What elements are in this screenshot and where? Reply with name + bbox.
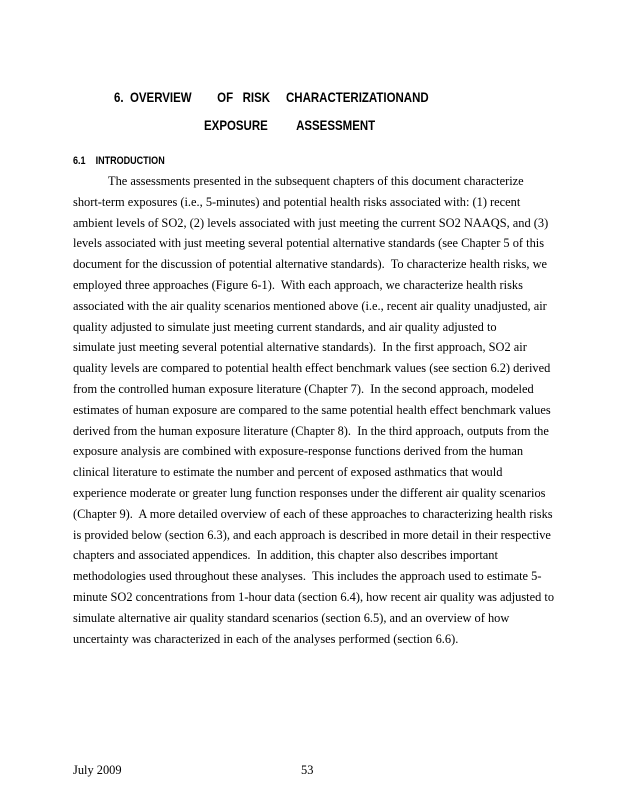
footer-page-number: 53 [301,763,314,777]
paragraph-line: clinical literature to estimate the number and percent of exposed asthmatics that would [73,465,503,480]
paragraph-line: uncertainty was characterized in each of the analyses performed (section 6.6). [73,631,459,646]
paragraph-line: exposure analysis are combined with exposure-response functions derived from the human [73,444,524,459]
paragraph-line: simulate alternative air quality standard scenarios (section 6.5), and an overview of how [73,610,510,625]
paragraph-line: The assessments presented in the subsequent chapters of this document characterize [108,174,524,188]
paragraph-line: ambient levels of SO2, (2) levels associated with just meeting the current SO2 NAAQS, and (3) [73,215,549,230]
body-paragraph [73,171,618,649]
paragraph-line: from the controlled human exposure literature (Chapter 7). In the second approach, modeled [73,381,534,396]
chapter-heading-line-2: EXPOSURE ASSESSMENT [204,117,376,133]
paragraph-line: short-term exposures (i.e., 5-minutes) and potential health risks associated with: (1) recent [73,194,521,209]
paragraph-line: is provided below (section 6.3), and each approach is described in more detail in their respective [73,527,551,542]
footer-date: July 2009 [73,763,122,777]
paragraph-line: minute SO2 concentrations from 1-hour data (section 6.4), how recent air quality was adjusted to [73,589,555,604]
paragraph-line: associated with the air quality scenarios mentioned above (i.e., recent air quality unadjusted, air [73,298,547,313]
paragraph-line: simulate just meeting several potential alternative standards). In the first approach, SO2 air [73,340,527,355]
section-heading: 6.1 INTRODUCTION [73,155,165,167]
paragraph-line: estimates of human exposure are compared to the same potential health effect benchmark values [73,402,551,417]
paragraph-line: quality adjusted to simulate just meeting current standards, and air quality adjusted to [73,319,497,334]
paragraph-line: levels associated with just meeting several potential alternative standards (see Chapter 5 of this [73,236,545,251]
paragraph-line: methodologies used throughout these analyses. This includes the approach used to estimate 5- [73,569,542,584]
paragraph-line: quality levels are compared to potential health effect benchmark values (see section 6.2) derived [73,361,551,376]
paragraph-line: employed three approaches (Figure 6-1). With each approach, we characterize health risks [73,277,523,292]
paragraph-line: experience moderate or greater lung function responses under the different air quality scenarios [73,485,546,500]
paragraph-line: derived from the human exposure literature (Chapter 8). In the third approach, outputs from the [73,423,549,438]
chapter-heading-line-1: 6. OVERVIEW OF RISK CHARACTERIZATIONAND [114,89,429,105]
paragraph-line: chapters and associated appendices. In addition, this chapter also describes important [73,548,498,563]
paragraph-line: (Chapter 9). A more detailed overview of each of these approaches to characterizing health risks [73,506,553,521]
paragraph-line: document for the discussion of potential alternative standards). To characterize health risks, we [73,257,548,272]
